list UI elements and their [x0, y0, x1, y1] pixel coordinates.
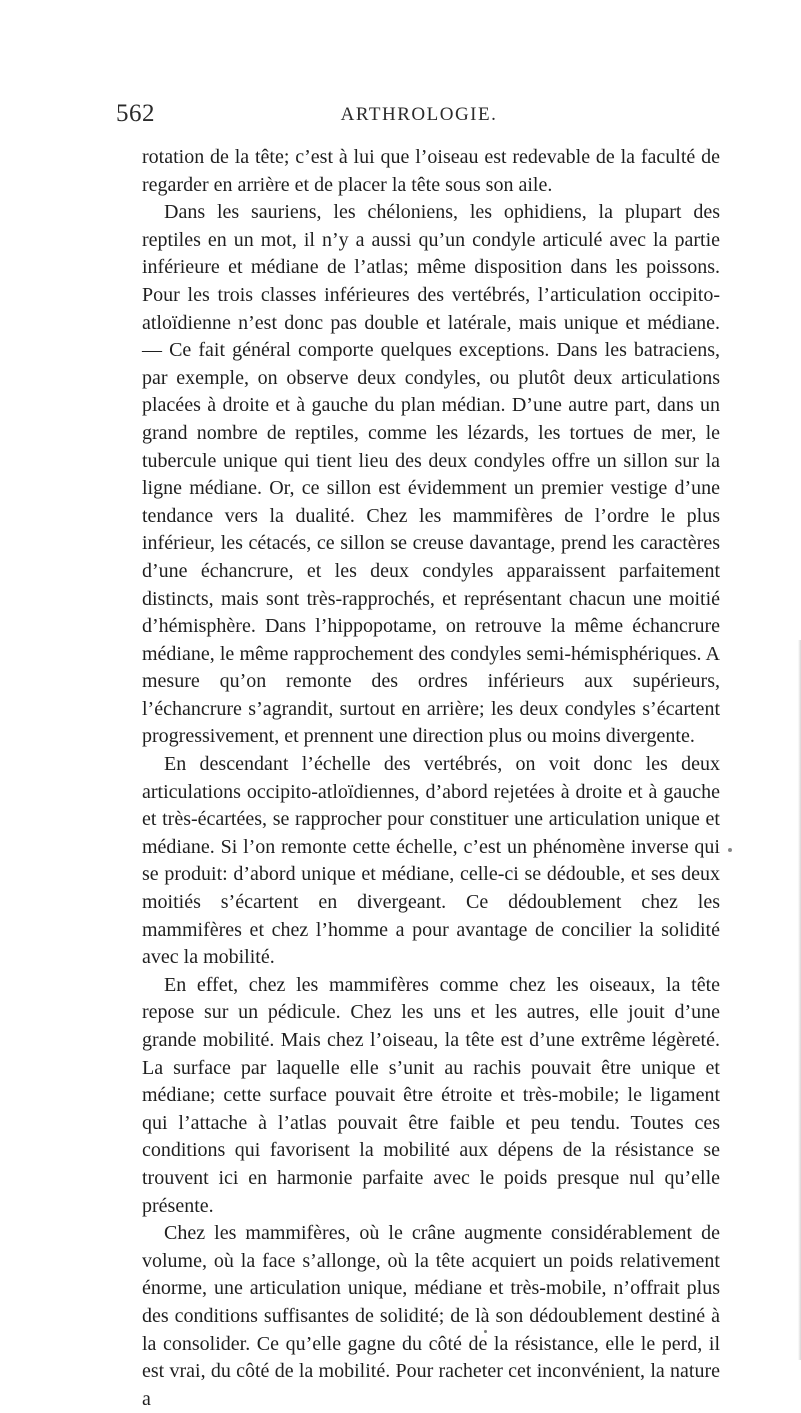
paragraph-3: En descendant l’échelle des vertébrés, on voit donc les deux articulations occipito-atloïdiennes, d’abord rejetées à droite et à gauche et très-écartées, se rapprocher pour constituer une articulation unique et médiane. Si l’on remonte cette échelle, c’est un phénomène inverse qui se produit: d’abord unique et médiane, celle-ci se dédouble, et ses deux moitiés s’écartent en divergeant. Ce dédoublement chez les mammifères et chez l’homme a pour avantage de concilier la solidité avec la mobilité.: [142, 753, 720, 969]
page-header: [116, 100, 722, 134]
stray-dot: [484, 1330, 487, 1333]
running-title: ARTHROLOGIE.: [340, 104, 498, 125]
paragraph-4: En effet, chez les mammifères comme chez les oiseaux, la tête repose sur un pédicule. Chez les uns et les autres, elle jouit d’une grande mobilité. Mais chez l’oiseau, la tête est d’une extrême légèreté. La surface par laquelle elle s’unit au rachis pouvait être unique et médiane; cette surface pouvait être étroite et très-mobile; le ligament qui l’attache à l’atlas pouvait être faible et peu tendu. Toutes ces conditions qui favorisent la mobilité aux dépens de la résistance se trouvent ici en harmonie parfaite avec le poids presque nul qu’elle présente.: [142, 973, 720, 1217]
paragraph-2: Dans les sauriens, les chéloniens, les ophidiens, la plupart des reptiles en un mot, il n’y a aussi qu’un condyle articulé avec la partie inférieure et médiane de l’atlas; même disposition dans les poissons. Pour les trois classes inférieures des vertébrés, l’articulation occipito-atloïdienne n’est donc pas double et latérale, mais unique et médiane. — Ce fait général comporte quelques exceptions. Dans les batraciens, par exemple, on observe deux condyles, ou plutôt deux articulations placées à droite et à gauche du plan médian. D’une autre part, dans un grand nombre de reptiles, comme les lézards, les tortues de mer, le tubercule unique qui tient lieu des deux condyles offre un sillon sur la ligne médiane. Or, ce sillon est évidemment un premier vestige d’une tendance vers la dualité. Chez les mammifères de l’ordre le plus inférieur, les cétacés, ce sillon se creuse davantage, prend les caractères d’une échancrure, et les deux condyles apparaissent parfaitement distincts, mais sont très-rapprochés, et représentant chacun une moitié d’hémisphère. Dans l’hippopotame, on retrouve la même échancrure médiane, le même rapprochement des condyles semi-hémisphériques. A mesure qu’on remonte des ordres inférieurs aux supérieurs, l’échancrure s’agrandit, surtout en arrière; les deux condyles s’écartent progressivement, et prennent une direction plus ou moins divergente.: [142, 201, 720, 748]
margin-mark: [728, 848, 732, 852]
page-number: 562: [116, 100, 155, 127]
paragraph-5: Chez les mammifères, où le crâne augmente considérablement de volume, où la face s’allonge, où la tête acquiert un poids relativement énorme, une articulation unique, médiane et très-mobile, n’offrait plus des conditions suffisantes de solidité; de là son dédoublement destiné à la consolider. Ce qu’elle gagne du côté de la résistance, elle le perd, il est vrai, du côté de la mobilité. Pour racheter cet inconvénient, la nature a: [142, 1222, 720, 1410]
body-text: [142, 144, 720, 1413]
paragraph-1: rotation de la tête; c’est à lui que l’oiseau est redevable de la faculté de regarder en arrière et de placer la tête sous son aile.: [142, 146, 720, 196]
